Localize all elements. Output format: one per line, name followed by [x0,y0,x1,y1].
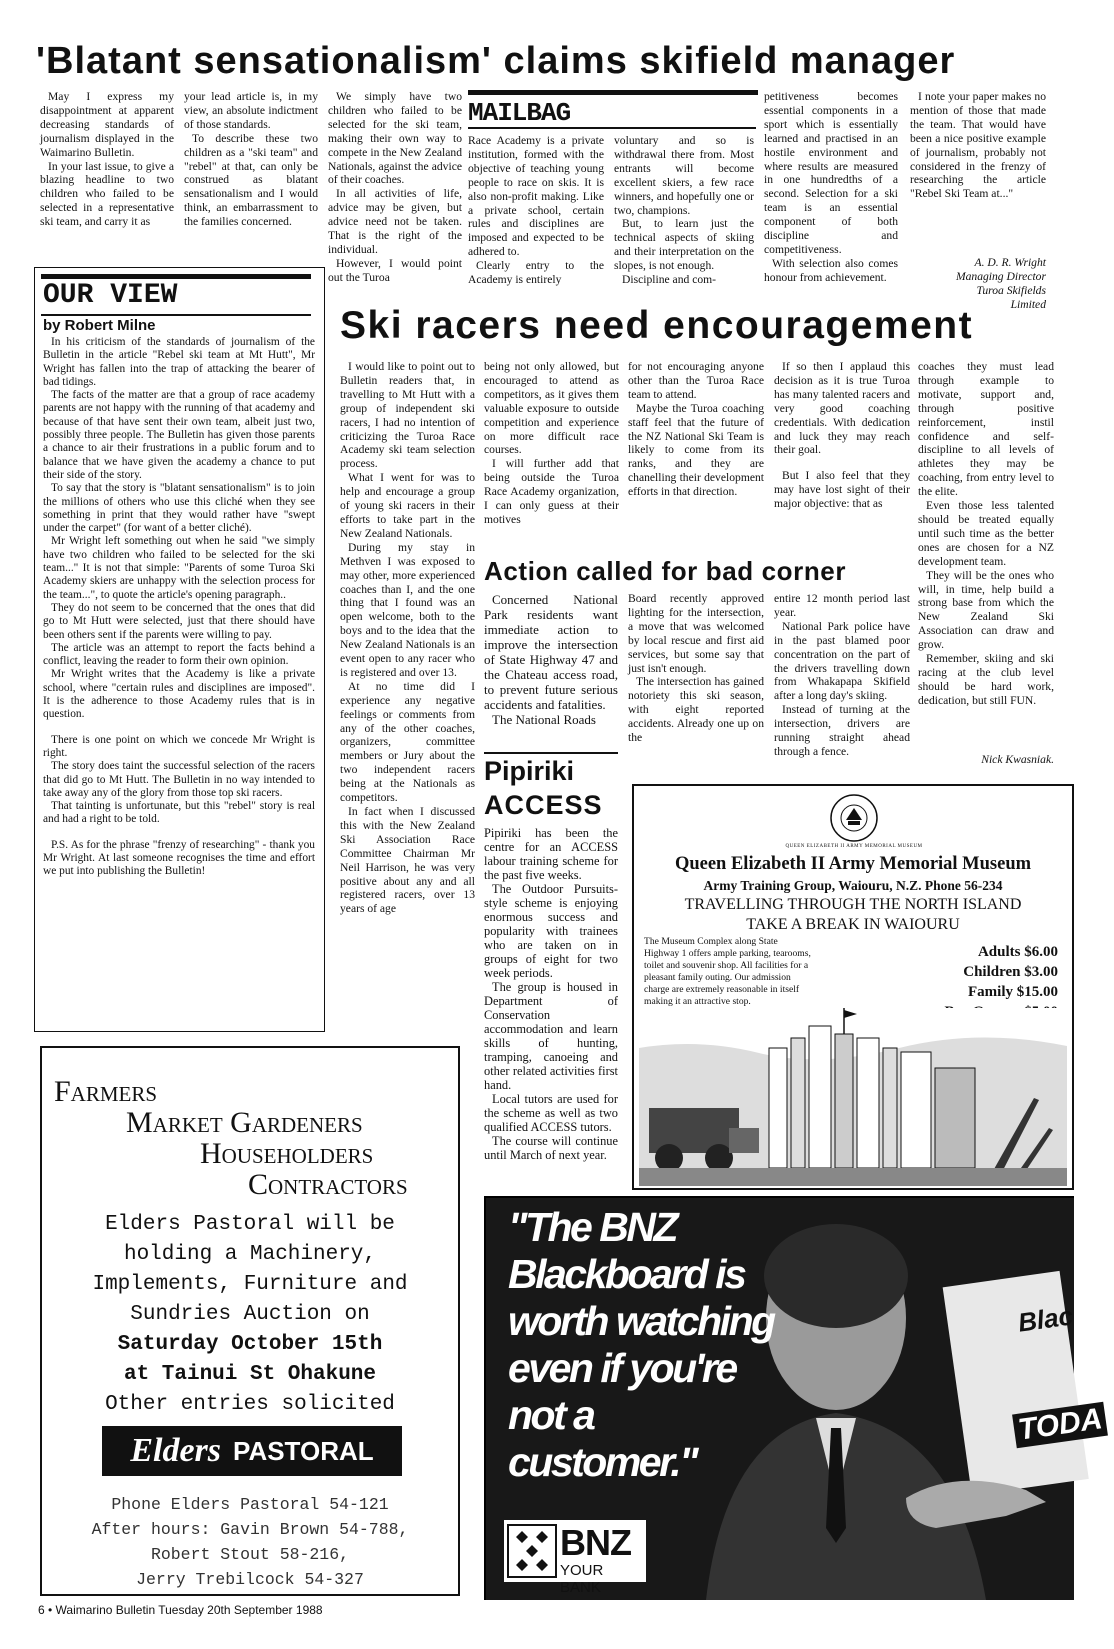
paragraph: Discipline and com- [622,273,717,287]
paragraph: We simply have two children who failed to be selected for the ski team, making their own way to compete in the New Zealand Nationals, against the advice of their coaches. [328,90,462,187]
bnz-board-text-1: Blac [1016,1300,1075,1338]
paragraph: In fact when I discussed this with the New Zealand Ski Association Race Committee Chairman Mr Neil Harrison, he was very positive about any and all registered racers, over 13 years of age [340,805,475,916]
bnz-quote-line: "The BNZ [508,1204,676,1250]
paragraph: I would like to point out to Bulletin readers that, in travelling to Mt Hutt with a group of independent ski racers, I had no intention of criticizing the Turoa Race Academy ski team selection process. [340,360,475,471]
elders-ad [40,1046,460,1596]
bnz-quote [508,1204,774,1486]
letter2-col2 [484,360,619,527]
elders-logo-script: Elders [130,1432,222,1469]
signature-name: A. D. R. Wright [974,256,1046,269]
paragraph: The group is housed in Department of Conservation accommodation and learn skills of hunting, tramping, canoeing and other related activities first hand. [484,980,618,1092]
action-col2 [628,592,764,745]
paragraph: being not only allowed, but encouraged to attend as competitors, as it gives them valuable exposure to outside competition and experience on more difficult race courses. [484,360,619,457]
our-view-rule [41,274,311,279]
price-children: Children $3.00 [963,964,1058,980]
elders-line: Elders Pastoral will be [105,1213,395,1236]
paragraph: With selection also comes honour from achievement. [764,256,898,284]
paragraph: Even those less talented should be treated equally until such time as the better ones are chosen for a NZ development team. [918,499,1054,568]
museum-line2: TAKE A BREAK IN WAIOURU [746,916,960,933]
letter2-col1 [340,360,475,916]
paragraph: But, to learn just the technical aspects of skiing and their interpretation on the slopes, is not enough. [614,217,754,273]
paragraph: The Outdoor Pursuits-style scheme is enjoying enormous success and popularity with trainees who are taken on in groups of eight for two week periods. [484,882,618,980]
bnz-board-text-2: TODA [1012,1402,1108,1449]
paragraph: To say that the story is "blatant sensationalism" is to join the millions of others who use this cliché when they see something in print that they would rather have "swept under the carpet" (for want of a better cliché). [43,482,315,535]
headline-access: ACCESS [484,790,603,820]
price-adults: Adults $6.00 [977,944,1058,960]
elders-body [42,1210,458,1420]
museum-emblem-icon [822,792,886,844]
paragraph: voluntary and so is withdrawal there from. Most entrants will become excellent skiers, a few race winners, and hopefully one or two, champions. [614,134,754,217]
paragraph: Maybe the Turoa coaching staff feel that the future of the NZ National Ski Team is likely to come from its ranks, and they are chanelling their development efforts in that direction. [628,401,764,499]
bnz-quote-line: customer." [508,1439,697,1485]
elders-date: Saturday October 15th [117,1333,383,1356]
paragraph: What I went for was to help and encourage a group of young ski racers in their efforts to take part in the New Zealand Nationals. [340,471,475,540]
paragraph: That tainting is unfortunate, but this "rebel" story is real and had a right to be told. [43,800,315,826]
paragraph: Race Academy is a private institution, formed with the objective of teaching young people to race on skis. It is also non-profit making. Like a private school, certain rules and disciplines are imposed and expected to be adhered to. [468,134,604,259]
paragraph: The facts of the matter are that a group of race academy parents are not happy with the running of that academy and because of that have sent their own team, albeit just two, possibly three people. The Bulletin has given those parents a chance to air their frustrations in a public forum and to balance that we have given the academy a chance to put their side of the story. [43,389,315,481]
paragraph: Mr Wright left something out when he said "we simply have two children who failed to be selected for the ski team..." It is not that simple: "Parents of some Turoa Ski Academy skiers are unhappy with the selection process for the team...", to quote the article's opening paragraph.. [43,535,315,601]
elders-contact: Phone Elders Pastoral 54-121 [111,1495,389,1514]
bnz-quote-line: not a [508,1392,594,1438]
paragraph: However, I would point out the Turoa [328,256,462,284]
paragraph: Concerned National Park residents want immediate action to improve the intersection of State Highway 47 and the Chateau access road, to prevent future serious accidents and fatalities. [484,592,618,712]
paragraph: They will be the ones who will, in time, help build a strong base from which the New Zealand Ski Association can draw and grow. [918,568,1054,652]
paragraph: National Park police have in the past blamed poor concentration on the part of the drivers travelling down from Whakapapa Skifield after a long day's skiing. [774,619,910,703]
bnz-ad [484,1196,1105,1600]
our-view-title: OUR VIEW [43,280,178,311]
paragraph: Board recently approved lighting for the intersection, a move that was welcomed by local rescue and first aid services, but some say that just isn't enough. [628,592,764,675]
museum-subtitle: Army Training Group, Waiouru, N.Z. Phone 56-234 [703,878,1003,893]
paragraph: Mr Wright writes that the Academy is like a private school, where "certain rules and disciplines are imposed". It is the adherence to those Academy rules that is in question. [43,668,315,721]
elders-audience [42,1076,458,1200]
elders-contact: After hours: Gavin Brown 54-788, [91,1520,409,1539]
paragraph: The story does taint the successful selection of the racers that did go to Mt Hutt. The Bulletin in no way intended to take away any of the glory from those top ski racers. [43,760,315,799]
bnz-quote-line: even if you're [508,1345,736,1391]
our-view-byline: by Robert Milne [43,317,156,334]
bnz-quote-line: Blackboard is [508,1251,745,1297]
letter1-col7 [910,90,1046,201]
museum-blurb: The Museum Complex along State Highway 1 offers ample parking, tearooms, toilet and souvenir shop. All facilities for a pleasant family outing. Our admission charge are extremely reasonable in itself making it an attractive stop. [644,936,811,1007]
elders-other: Other entries solicited [105,1393,395,1416]
museum-building-illustration [639,1008,1067,1186]
letter1-col2 [184,90,318,229]
letter2-col5 [918,360,1054,708]
paragraph: The National Roads [492,712,596,727]
letter1-col4 [468,134,604,287]
headline-ski-racers: Ski racers need encouragement [340,304,974,347]
paragraph: petitiveness becomes essential components in a sport which is essentially learned and practised in an hostile environment and where results are measured in one hundredths of a second. Selection for a ski team is an essential component of both discipline and competitiveness. [764,90,898,256]
paragraph: In your last issue, to give a blazing headline to two children who failed to be selected in a representative ski team, and carry it as [40,159,174,229]
audience-contractors: Contractors [248,1168,408,1201]
paragraph: The intersection has gained notoriety this ski season, with eight reported accidents. Already one up on the [628,675,764,745]
action-col1 [484,592,618,727]
letter1-col1 [40,90,174,229]
paragraph: At no time did I experience any negative feelings or comments from any of the other coaches, organizers, committee members or Jury about the two independent racers being at the Nationals as competitors. [340,679,475,805]
elders-line: Implements, Furniture and [92,1273,408,1296]
paragraph: The article was an attempt to report the facts behind a conflict, leaving the reader to form their own opinion. [43,641,315,668]
paragraph: I will further add that being outside the Turoa Race Academy organization, I can only guess at their motives [484,457,619,526]
bnz-brand: BNZ [560,1522,631,1563]
headline-blatant: 'Blatant sensationalism' claims skifield manager [36,40,956,82]
pipiriki-rule [484,752,618,754]
elders-contact: Jerry Trebilcock 54-327 [136,1570,364,1589]
elders-logo [102,1426,402,1476]
our-view-box [34,267,325,1032]
headline-pipiriki: Pipiriki [484,756,575,786]
paragraph: Remember, skiing and ski racing at the club level should be hard work, dedication, but still FUN. [918,652,1054,707]
signature-company-suffix: Limited [1010,298,1046,311]
paragraph: Clearly entry to the Academy is entirely [468,259,604,287]
elders-venue: at Tainui St Ohakune [123,1363,377,1386]
paragraph: They do not seem to be concerned that the ones that did go to Mt Hutt were selected, just that there should have been others sent if the parents were willing to pay. [43,601,315,641]
our-view-body [43,336,315,879]
bnz-tagline: YOUR BANK [560,1562,604,1596]
paragraph: There is one point on which we concede Mr Wright is right. [43,733,315,759]
elders-contacts [42,1492,458,1592]
museum-title: Queen Elizabeth II Army Memorial Museum [674,854,1032,874]
paragraph: coaches they must lead through example to motivate, support and, through positive reinforcement, instil confidence and self-discipline to all levels of athletes they may be coaching, from entry level to the elite. [918,360,1054,499]
letter2-signature: Nick Kwasniak. [981,753,1054,766]
audience-farmers: Farmers [54,1075,158,1108]
elders-line: Sundries Auction on [130,1303,370,1326]
paragraph: your lead article is, in my view, an absolute indictment of those standards. [184,90,318,131]
paragraph: The course will continue until March of next year. [484,1134,618,1162]
letter2-col4 [774,360,910,511]
mailbag-label: MAILBAG [468,99,756,129]
paragraph: Instead of turning at the intersection, drivers are running straight ahead through a fence. [774,703,910,758]
signature-company: Turoa Skifields [976,284,1046,297]
paragraph: entire 12 month period last year. [774,592,910,619]
pipiriki-body [484,826,618,1162]
paragraph: If so then I applaud this decision as it is true Turoa has many talented racers and very good coaching credentials. With dedication and luck they may reach their goal. [774,360,910,457]
signature-title: Managing Director [955,270,1046,283]
mailbag-rule [468,90,758,95]
museum-line1: TRAVELLING THROUGH THE NORTH ISLAND [684,896,1022,913]
paragraph: During my stay in Methven I was exposed to may other, more experienced coaches than I, and the one thing that I found was an open welcome, both to the boys and to the idea that the New Zealand Nationals is an event open to any racer who is registered and over 13. [340,540,475,679]
paragraph: Pipiriki has been the centre for an ACCESS labour training scheme for the past five weeks. [484,826,618,882]
bnz-stars-icon [508,1525,556,1577]
paragraph: In his criticism of the standards of journalism of the Bulletin in the article "Rebel ski team at Mt Hutt", Mr Wright has fallen into the trap of attacking the bearer of bad tidings. [43,336,315,388]
audience-householders: Householders [200,1137,374,1170]
page-footer: 6 • Waimarino Bulletin Tuesday 20th September 1988 [38,1603,323,1617]
paragraph: May I express my disappointment at apparent decreasing standards of journalism displayed in the Waimarino Bulletin. [40,90,174,159]
letter1-col3 [328,90,462,285]
letter2-col3 [628,360,764,499]
paragraph: for not encouraging anyone other than the Turoa Race team to attend. [628,360,764,401]
headline-action: Action called for bad corner [484,556,847,586]
museum-ad [632,784,1074,1190]
paragraph: In all activities of life, advice may be given, but advice need not be taken. That is the right of the individual. [328,187,462,256]
paragraph: But I also feel that they may have lost sight of their major objective: that as [774,469,910,511]
museum-emblem-text: QUEEN ELIZABETH II ARMY MEMORIAL MUSEUM [785,844,923,849]
audience-market-gardeners: Market Gardeners [126,1106,363,1139]
elders-logo-word: PASTORAL [233,1435,374,1466]
paragraph: I note your paper makes no mention of those that made the team. That would have been a nice positive example of journalism, probably not considered in the frenzy of researching the article "Rebel Ski Team at..." [910,90,1046,201]
paragraph: P.S. As for the phrase "frenzy of researching" - thank you Mr Wright. At last someone recognises the time and effort we put into publishing the Bulletin! [43,838,315,878]
letter1-col5 [614,134,754,287]
bnz-logo [504,1520,646,1596]
action-col3 [774,592,910,759]
paragraph: Local tutors are used for the scheme as well as two qualified ACCESS tutors. [484,1092,618,1134]
paragraph: To describe these two children as a "ski team" and "rebel" at that, can only be construed as blatant sensationalism and I would think, an embarrassment to the families concerned. [184,131,318,229]
bnz-quote-line: worth watching [508,1298,774,1344]
price-family: Family $15.00 [968,984,1058,1000]
elders-contact: Robert Stout 58-216, [150,1545,350,1564]
elders-line: holding a Machinery, [123,1243,377,1266]
letter1-col6 [764,90,898,285]
our-view-title-rule [41,314,311,316]
